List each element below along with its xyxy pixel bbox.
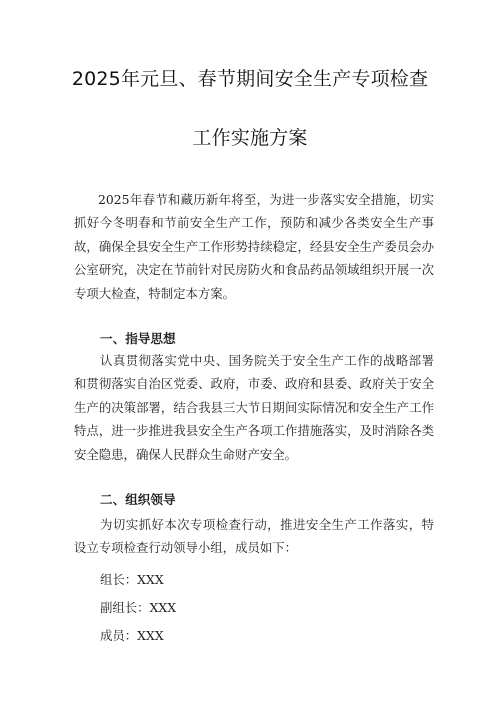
document-title-line2: 工作实施方案 [192,127,308,149]
section-heading-organization: 二、组织领导 [100,492,176,507]
section-heading-guiding-ideology: 一、指导思想 [100,331,176,346]
organization-paragraph: 为切实抓好本次专项检查行动，推进安全生产工作落实，特设立专项检查行动领导小组，成员如下： [74,517,434,556]
member-deputy-leader: 副组长：XXX [100,600,177,615]
guiding-ideology-paragraph: 认真贯彻落实党中央、国务院关于安全生产工作的战略部署和贯彻落实自治区党委、政府，市委、政府和县委、政府关于安全生产的决策部署，结合我县三大节日期间实际情况和安全生产工作特点，进一步推进我县安全生产各项工作措施落实，及时消除各类安全隐患，确保人民群众生命财产安全。 [74,353,434,462]
document-title-line1: 2025年元旦、春节期间安全生产专项检查 [71,68,429,90]
member-members: 成员：XXX [100,628,164,643]
member-leader: 组长：XXX [100,572,164,587]
intro-paragraph: 2025年春节和藏历新年将至，为进一步落实安全措施，切实抓好今冬明春和节前安全生产工作，预防和减少各类安全生产事故，确保全县安全生产工作形势持续稳定，经县安全生产委员会办公室研究，决定在节前针对民房防火和食品药品领域组织开展一次专项大检查，特制定本方案。 [74,192,434,301]
